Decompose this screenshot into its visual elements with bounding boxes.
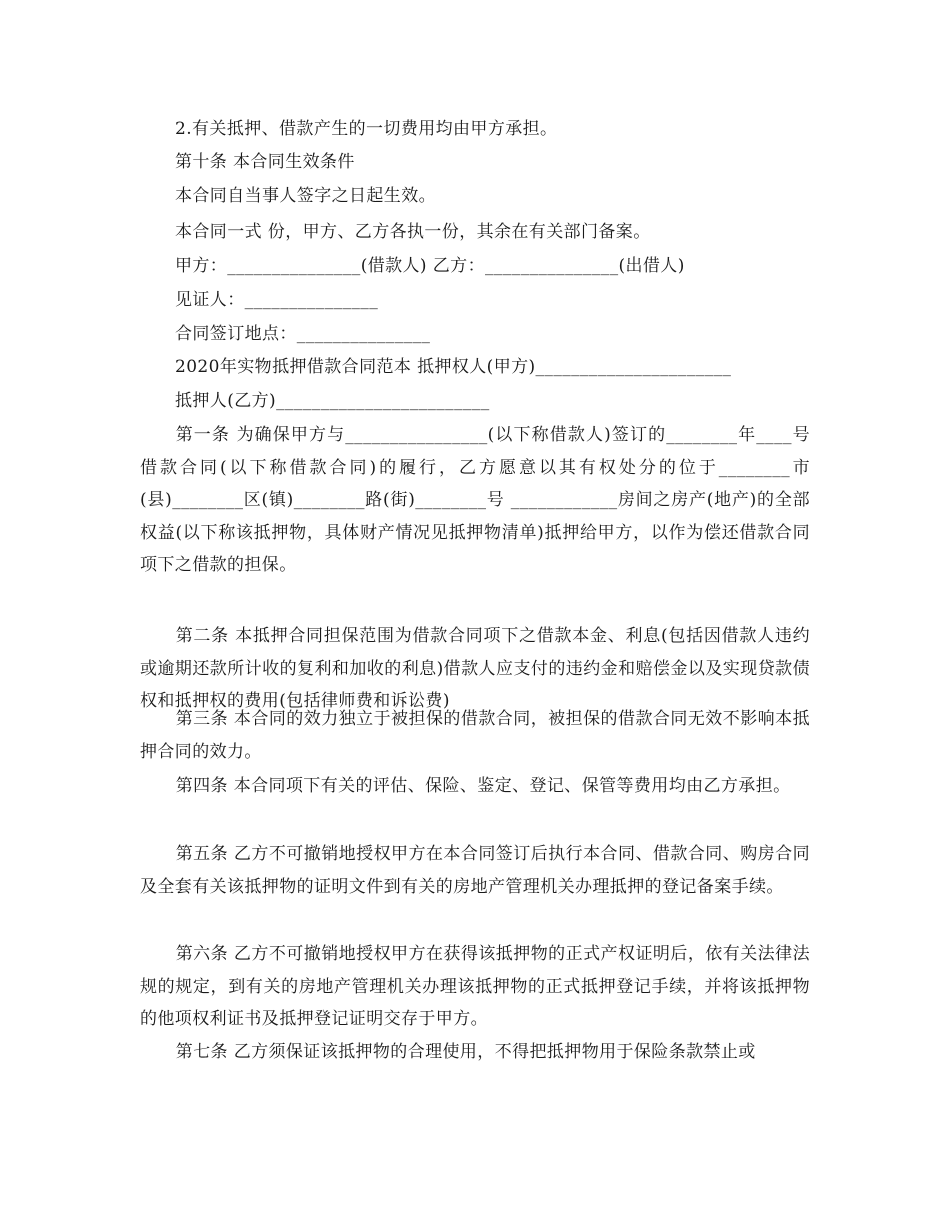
clause-10-heading: 第十条 本合同生效条件 [175, 152, 355, 172]
signing-place-line: 合同签订地点：_______________ [175, 324, 431, 344]
witness-line: 见证人：_______________ [175, 290, 379, 310]
effective-date-line: 本合同自当事人签字之日起生效。 [175, 186, 436, 206]
article-3-paragraph: 第三条 本合同的效力独立于被担保的借款合同，被担保的借款合同无效不影响本抵押合同的效力。 [140, 709, 810, 762]
contract-title-mortgagee-line: 2020年实物抵押借款合同范本 抵押权人(甲方)______________________ [175, 357, 732, 377]
article-4-paragraph: 第四条 本合同项下有关的评估、保险、鉴定、登记、保管等费用均由乙方承担。 [175, 776, 791, 796]
party-signature-line: 甲方：_______________(借款人) 乙方：_______________(出借人) [175, 256, 685, 276]
mortgagor-line: 抵押人(乙方)________________________ [175, 391, 490, 411]
article-6-paragraph: 第六条 乙方不可撤销地授权甲方在获得该抵押物的正式产权证明后，依有关法律法规的规定，到有关的房地产管理机关办理该抵押物的正式抵押登记手续，并将该抵押物的他项权利证书及抵押登记证明交存于甲方。 [140, 944, 810, 1029]
clause-9-item-2: 2.有关抵押、借款产生的一切费用均由甲方承担。 [175, 119, 558, 139]
copies-line: 本合同一式 份，甲方、乙方各执一份，其余在有关部门备案。 [175, 222, 651, 242]
article-7-paragraph: 第七条 乙方须保证该抵押物的合理使用，不得把抵押物用于保险条款禁止或 [175, 1042, 756, 1062]
article-1-paragraph: 第一条 为确保甲方与________________(以下称借款人)签订的________年____号借款合同(以下称借款合同)的履行，乙方愿意以其有权处分的位于________市(县)________区(镇)________路(街)________号 ____________房间之房产(地产)的全部权益(以下称该抵押物，具体财产情况见抵押物清单)抵押给甲方，以作为偿还借款合同项下之借款的担保。 [140, 425, 810, 575]
article-2-paragraph: 第二条 本抵押合同担保范围为借款合同项下之借款本金、利息(包括因借款人违约或逾期还款所计收的复利和加收的利息)借款人应支付的违约金和赔偿金以及实现贷款债权和抵押权的费用(包括律师费和诉讼费) [140, 626, 810, 711]
article-5-paragraph: 第五条 乙方不可撤销地授权甲方在本合同签订后执行本合同、借款合同、购房合同及全套有关该抵押物的证明文件到有关的房地产管理机关办理抵押的登记备案手续。 [140, 844, 810, 897]
